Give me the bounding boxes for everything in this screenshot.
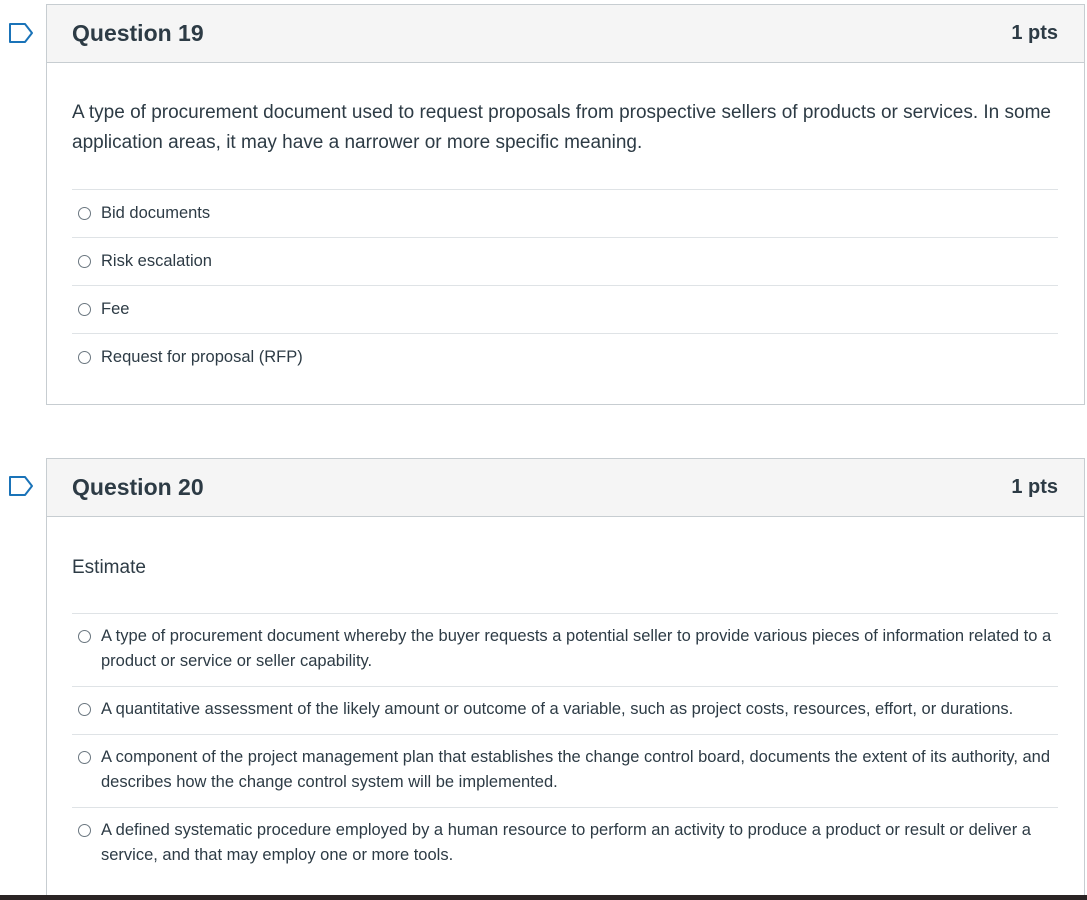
question-body: [47, 63, 1084, 381]
radio-button[interactable]: [78, 207, 91, 220]
question-points: 1 pts: [1011, 22, 1058, 44]
answer-option[interactable]: [72, 190, 1058, 238]
answer-list: [72, 189, 1058, 381]
answer-option[interactable]: [72, 735, 1058, 808]
answer-option[interactable]: [72, 238, 1058, 286]
radio-button[interactable]: [78, 703, 91, 716]
question-text: A type of procurement document used to request proposals from prospective sellers of products or services. In some application areas, it may have a narrower or more specific meaning.: [72, 102, 1051, 153]
radio-button[interactable]: [78, 255, 91, 268]
flag-question-icon[interactable]: [8, 22, 34, 44]
answer-label: A component of the project management plan that establishes the change control board, documents the extent of its authority, and describes how the change control system will be implemented.: [101, 748, 1051, 791]
question-title: Question 20: [72, 474, 204, 500]
radio-button[interactable]: [78, 751, 91, 764]
question-title: Question 19: [72, 20, 204, 46]
question-header: [47, 459, 1084, 517]
radio-button[interactable]: [78, 824, 91, 837]
question-card: [46, 4, 1085, 405]
answer-option[interactable]: [72, 687, 1058, 735]
answer-label: Request for proposal (RFP): [101, 348, 303, 366]
answer-option[interactable]: [72, 614, 1058, 687]
radio-button[interactable]: [78, 303, 91, 316]
bottom-bar: [0, 895, 1087, 900]
answer-label: A quantitative assessment of the likely amount or outcome of a variable, such as project costs, resources, effort, or durations.: [101, 700, 1014, 718]
answer-option[interactable]: [72, 808, 1058, 880]
question-card: [46, 458, 1085, 900]
question-header: [47, 5, 1084, 63]
question-points: 1 pts: [1011, 476, 1058, 498]
answer-label: A type of procurement document whereby the buyer requests a potential seller to provide various pieces of information related to a product or service or seller capability.: [101, 627, 1052, 670]
flag-question-icon[interactable]: [8, 475, 34, 497]
answer-label: Fee: [101, 300, 130, 318]
answer-label: Bid documents: [101, 204, 211, 222]
question-body: [47, 517, 1084, 880]
question-text: Estimate: [72, 557, 146, 578]
answer-option[interactable]: [72, 286, 1058, 334]
answer-list: [72, 613, 1058, 880]
radio-button[interactable]: [78, 630, 91, 643]
answer-label: Risk escalation: [101, 252, 212, 270]
answer-label: A defined systematic procedure employed by a human resource to perform an activity to produce a product or result or deliver a service, and that may employ one or more tools.: [101, 821, 1031, 864]
radio-button[interactable]: [78, 351, 91, 364]
answer-option[interactable]: [72, 334, 1058, 381]
